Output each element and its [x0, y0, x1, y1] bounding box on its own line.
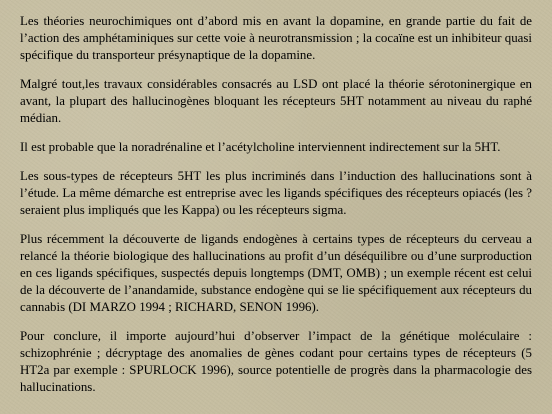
- paragraph-dopamine: Les théories neurochimiques ont d’abord mis en avant la dopamine, en grande partie du fait de l’action des amphétaminiques sur cette voie à neurotransmission ; la cocaïne est un inhibiteur quasi spécifique du transporteur présynaptique de la dopamine.: [20, 14, 532, 62]
- paragraph-receptor-subtypes: Les sous-types de récepteurs 5HT les plus incriminés dans l’induction des hallucinations sont à l’étude. La même démarche est entreprise avec les ligands spécifiques des récepteurs opiacés (les ? seraient plus impliqués que les Kappa) ou les récepteurs sigma.: [20, 169, 532, 217]
- paragraph-lsd-serotonin: Malgré tout,les travaux considérables consacrés au LSD ont placé la théorie sérotoninergique en avant, la plupart des hallucinogènes bloquant les récepteurs 5HT notamment au niveau du raphé médian.: [20, 77, 532, 125]
- paragraph-noradrenaline: Il est probable que la noradrénaline et l’acétylcholine interviennent indirectement sur la 5HT.: [20, 140, 501, 154]
- paragraph-endogenous-ligands: Plus récemment la découverte de ligands endogènes à certains types de récepteurs du cerveau a relancé la théorie biologique des hallucinations au profit d’un déséquilibre ou d’une surproduction en ces ligands spécifiques, suspectés depuis longtemps (DMT, OMB) ; un exemple récent est celui de la découverte de l’anandamide, substance endogène qui se lie spécifiquement aux récepteurs du cannabis (DI MARZO 1994 ; RICHARD, SENON 1996).: [20, 232, 532, 314]
- paragraph-conclusion: Pour conclure, il importe aujourd’hui d’observer l’impact de la génétique moléculaire : schizophrénie ; décryptage des anomalies de gènes codant pour certains types de récepteurs (5 HT2a par exemple : SPURLOCK 1996), source potentielle de progrès dans la pharmacologie des hallucinations.: [20, 329, 532, 394]
